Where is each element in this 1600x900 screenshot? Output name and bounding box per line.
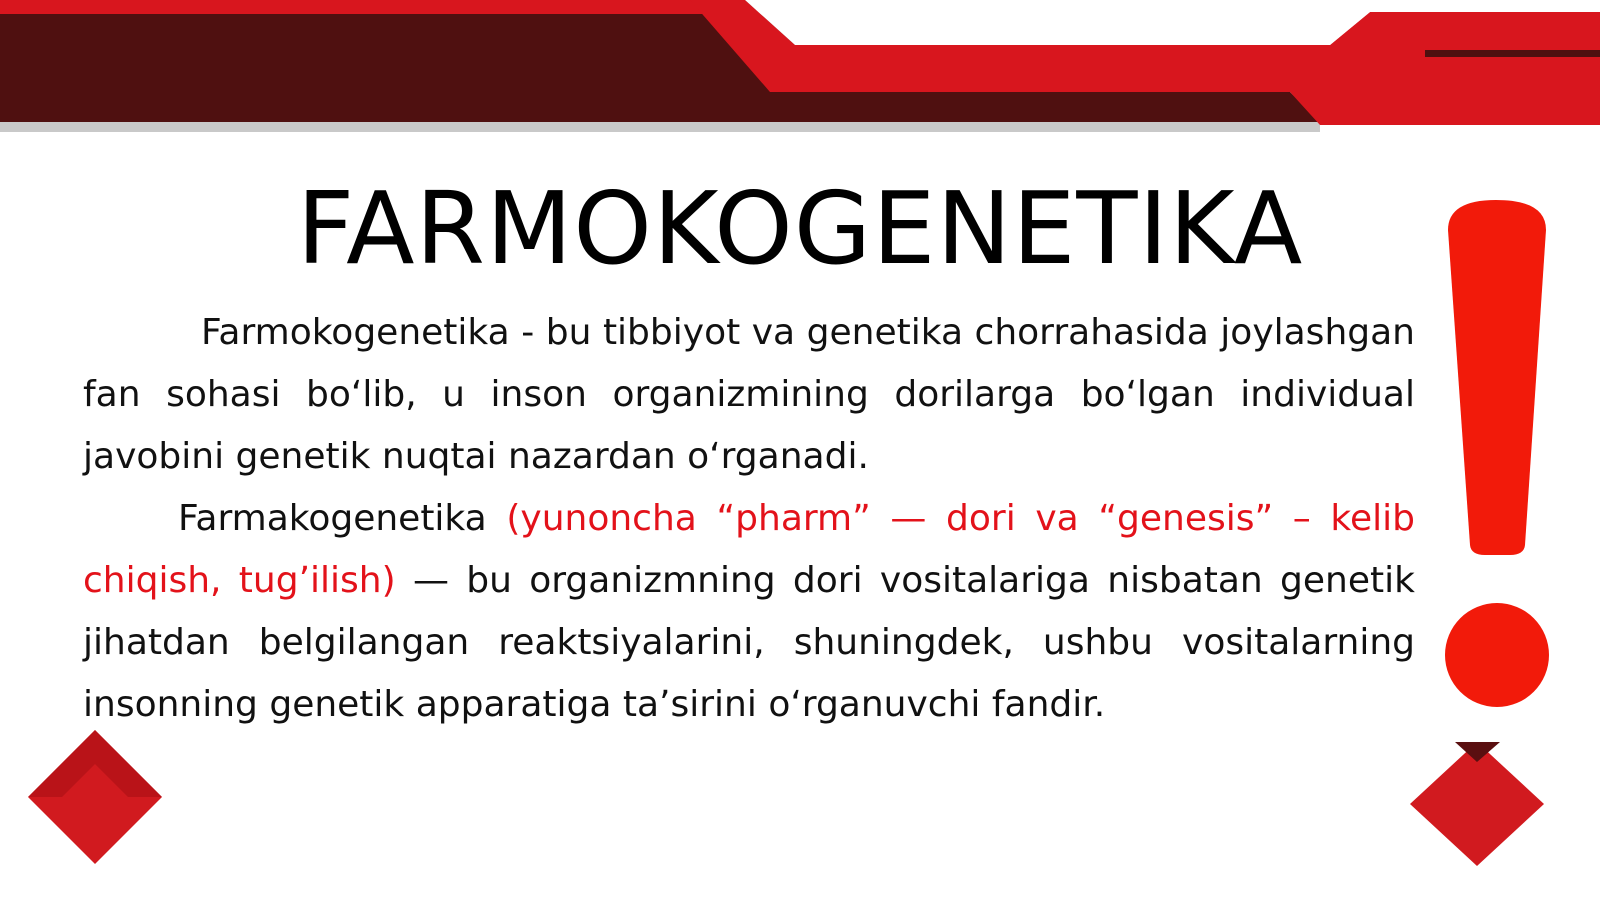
- banner-dark-line: [1425, 50, 1600, 57]
- exclamation-dot: [1445, 603, 1549, 707]
- body-text: [83, 302, 1415, 736]
- paragraph-definition: Farmokogenetika - bu tibbiyot va genetika chorrahasida joylashgan fan sohasi bo‘lib, u inson organizmining dorilarga bo‘lgan individual javobini genetik nuqtai nazardan o‘rganadi.: [83, 312, 1415, 477]
- paragraph-etymology: [83, 488, 1415, 736]
- exclamation-bar: [1448, 200, 1546, 555]
- banner-white-notch: [745, 0, 1370, 45]
- exclamation-icon: [1440, 200, 1560, 710]
- etymology-highlight: (yunoncha “pharm” — dori va “genesis” – kelib chiqish, tug’ilish): [83, 498, 1415, 601]
- top-banner: [0, 0, 1600, 140]
- paragraph-rest: — bu organizmning dori vositalariga nisbatan genetik jihatdan belgilangan reaktsiyalarini, shuningdek, ushbu vositalarning insonning genetik apparatiga ta’sirini o‘rganuvchi fandir.: [83, 560, 1415, 725]
- diamond-shape-right: [1410, 742, 1545, 867]
- diamond-shape-left: [28, 730, 163, 865]
- banner-red-top-strip: [0, 0, 765, 14]
- page-title: FARMOKOGENETIKA: [296, 170, 1304, 287]
- banner-gray-strip: [0, 122, 1320, 132]
- paragraph-lead: Farmakogenetika: [178, 498, 507, 539]
